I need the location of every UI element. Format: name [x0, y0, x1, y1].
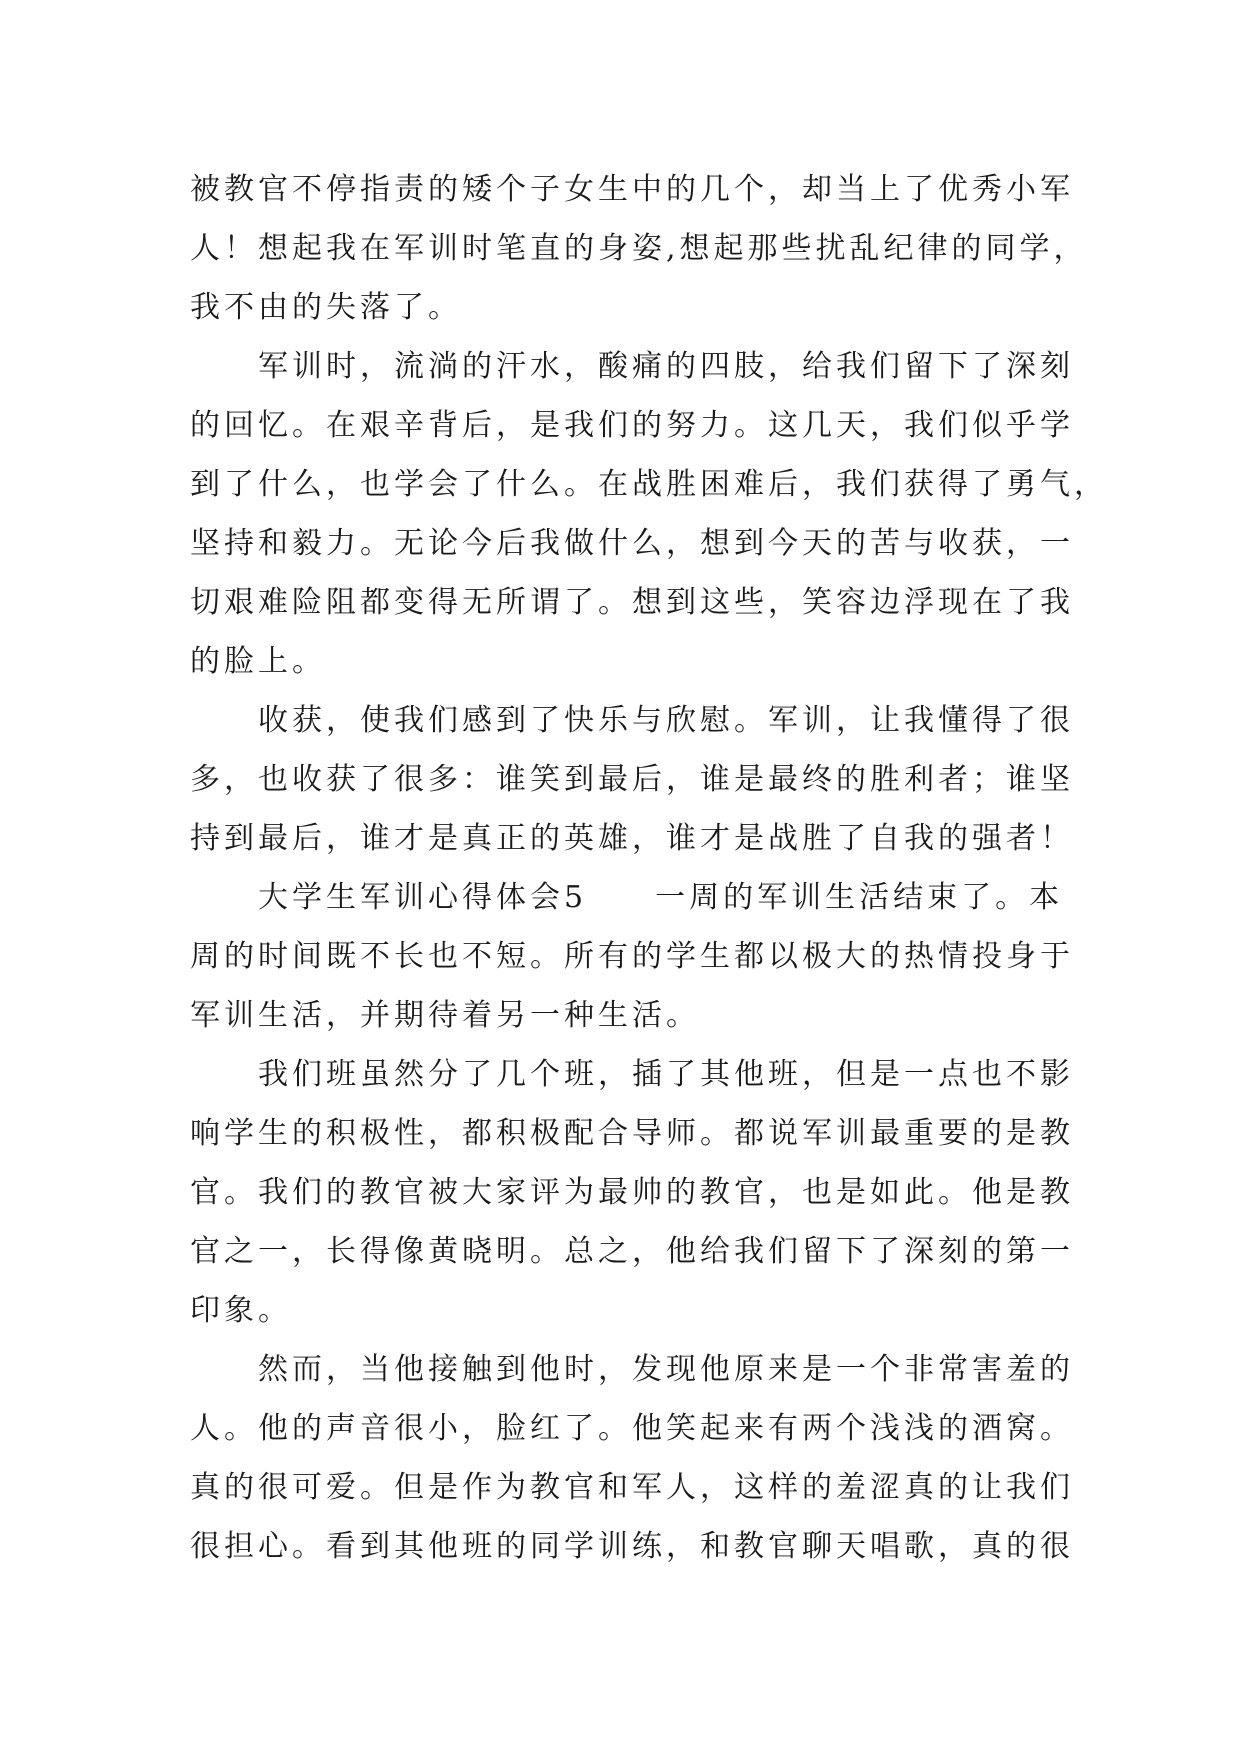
- text-line: 大学生军训心得体会5 一周的军训生活结束了。本: [258, 880, 1064, 915]
- text-line: 切艰难险阻都变得无所谓了。想到这些，笑容边浮现在了我: [190, 585, 1074, 620]
- text-line: 很担心。看到其他班的同学训练，和教官聊天唱歌，真的很: [190, 1529, 1074, 1564]
- text-line: 真的很可爱。但是作为教官和军人，这样的羞涩真的让我们: [190, 1470, 1074, 1505]
- text-line: 人！想起我在军训时笔直的身姿,想起那些扰乱纪律的同学，: [190, 231, 1088, 266]
- text-line: 我们班虽然分了几个班，插了其他班，但是一点也不影: [258, 1057, 1074, 1092]
- text-line: 官之一，长得像黄晓明。总之，他给我们留下了深刻的第一: [190, 1234, 1074, 1269]
- text-line: 官。我们的教官被大家评为最帅的教官，也是如此。他是教: [190, 1175, 1074, 1210]
- text-line: 多，也收获了很多：谁笑到最后，谁是最终的胜利者；谁坚: [190, 762, 1074, 797]
- text-line: 然而，当他接触到他时，发现他原来是一个非常害羞的: [258, 1352, 1074, 1387]
- text-line: 的回忆。在艰辛背后，是我们的努力。这几天，我们似乎学: [190, 408, 1074, 443]
- text-line: 军训时，流淌的汗水，酸痛的四肢，给我们留下了深刻: [258, 349, 1074, 384]
- text-line: 响学生的积极性，都积极配合导师。都说军训最重要的是教: [190, 1116, 1074, 1151]
- body-text: [190, 160, 1108, 1576]
- text-line: 到了什么，也学会了什么。在战胜困难后，我们获得了勇气，: [190, 467, 1108, 502]
- text-line: 坚持和毅力。无论今后我做什么，想到今天的苦与收获，一: [190, 526, 1074, 561]
- text-line: 的脸上。: [190, 644, 326, 679]
- text-line: 人。他的声音很小，脸红了。他笑起来有两个浅浅的酒窝。: [190, 1411, 1074, 1446]
- text-line: 被教官不停指责的矮个子女生中的几个，却当上了优秀小军: [190, 172, 1074, 207]
- text-line: 收获，使我们感到了快乐与欣慰。军训，让我懂得了很: [258, 703, 1074, 738]
- text-line: 我不由的失落了。: [190, 290, 462, 325]
- text-line: 周的时间既不长也不短。所有的学生都以极大的热情投身于: [190, 939, 1074, 974]
- text-line: 持到最后，谁才是真正的英雄，谁才是战胜了自我的强者！: [190, 821, 1074, 856]
- text-line: 印象。: [190, 1293, 292, 1328]
- text-line: 军训生活，并期待着另一种生活。: [190, 998, 700, 1033]
